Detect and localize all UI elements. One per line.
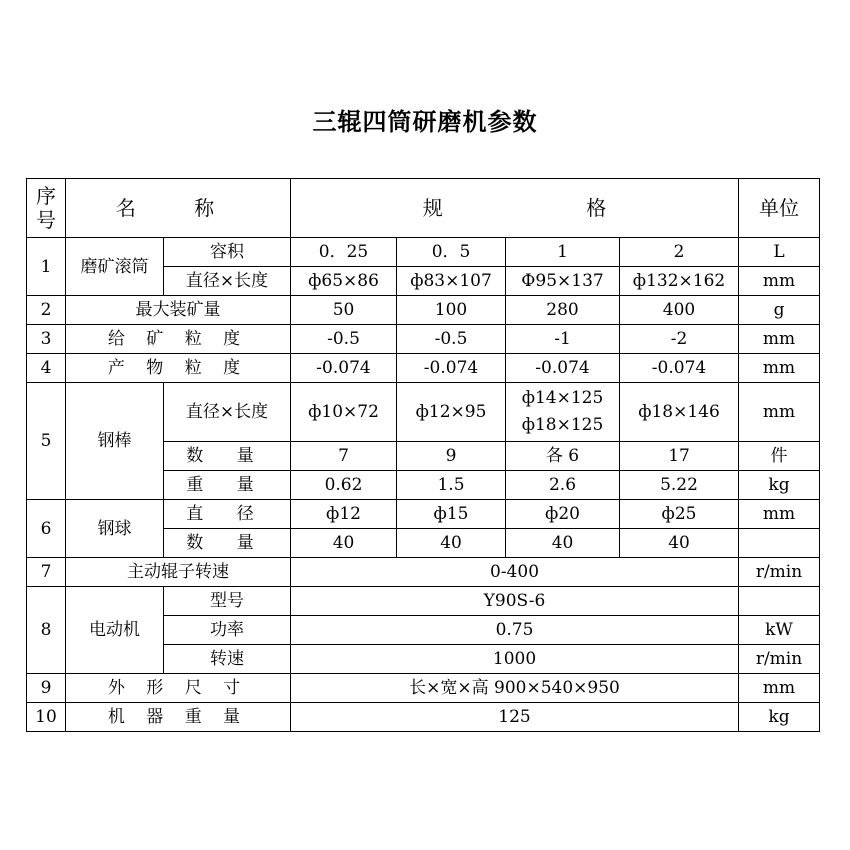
row-label: 主动辊子转速 (66, 558, 291, 587)
cell: 17 (620, 442, 739, 471)
cell: 1.5 (397, 471, 506, 500)
row-label: 转速 (164, 645, 291, 674)
cell: 1000 (291, 645, 739, 674)
unit-cell: g (739, 296, 820, 325)
cell: -2 (620, 325, 739, 354)
row-number: 1 (27, 238, 66, 296)
cell: -0.074 (291, 354, 397, 383)
cell: 0．25 (291, 238, 397, 267)
cell: ф132×162 (620, 267, 739, 296)
table-row (27, 587, 820, 616)
row-number: 10 (27, 703, 66, 732)
table-row (27, 500, 820, 529)
cell: 9 (397, 442, 506, 471)
row-number: 9 (27, 674, 66, 703)
row-label: 最大装矿量 (66, 296, 291, 325)
row-label: 直径×长度 (164, 383, 291, 442)
table-row (27, 383, 820, 442)
cell: ф65×86 (291, 267, 397, 296)
row-group: 电动机 (66, 587, 164, 674)
header-spec: 规 格 (291, 179, 739, 238)
row-label: 数 量 (164, 529, 291, 558)
cell: -1 (506, 325, 620, 354)
cell: ф20 (506, 500, 620, 529)
row-group: 钢球 (66, 500, 164, 558)
cell: ф83×107 (397, 267, 506, 296)
table-row (27, 238, 820, 267)
cell: 40 (397, 529, 506, 558)
cell: -0.074 (397, 354, 506, 383)
row-group: 钢棒 (66, 383, 164, 500)
cell: ф14×125 ф18×125 (506, 383, 620, 442)
row-number: 6 (27, 500, 66, 558)
table-row (27, 674, 820, 703)
table-row (27, 325, 820, 354)
cell: ф12×95 (397, 383, 506, 442)
header-seq: 序 号 (27, 179, 66, 238)
cell: -0.074 (620, 354, 739, 383)
row-number: 4 (27, 354, 66, 383)
cell: 400 (620, 296, 739, 325)
cell: ф12 (291, 500, 397, 529)
table-row (27, 354, 820, 383)
cell: 100 (397, 296, 506, 325)
cell: 40 (291, 529, 397, 558)
row-number: 7 (27, 558, 66, 587)
cell: ф15 (397, 500, 506, 529)
row-number: 8 (27, 587, 66, 674)
header-name: 名 称 (66, 179, 291, 238)
unit-cell (739, 529, 820, 558)
cell: 各 6 (506, 442, 620, 471)
cell: 40 (506, 529, 620, 558)
cell: 1 (506, 238, 620, 267)
row-label: 型号 (164, 587, 291, 616)
row-group: 磨矿滚筒 (66, 238, 164, 296)
row-number: 3 (27, 325, 66, 354)
header-row (27, 179, 820, 238)
parameter-table (26, 178, 820, 732)
cell: 2 (620, 238, 739, 267)
unit-cell: r/min (739, 645, 820, 674)
row-label: 直 径 (164, 500, 291, 529)
cell: 0.75 (291, 616, 739, 645)
table-row (27, 296, 820, 325)
cell: -0.074 (506, 354, 620, 383)
cell: -0.5 (397, 325, 506, 354)
row-label: 功率 (164, 616, 291, 645)
cell: 7 (291, 442, 397, 471)
unit-cell: mm (739, 500, 820, 529)
row-label: 重 量 (164, 471, 291, 500)
unit-cell: kW (739, 616, 820, 645)
row-number: 5 (27, 383, 66, 500)
unit-cell: mm (739, 383, 820, 442)
cell: 0.62 (291, 471, 397, 500)
cell: 5.22 (620, 471, 739, 500)
row-label: 直径×长度 (164, 267, 291, 296)
unit-cell: mm (739, 267, 820, 296)
unit-cell: kg (739, 471, 820, 500)
cell: 长×宽×高 900×540×950 (291, 674, 739, 703)
row-label: 外 形 尺 寸 (66, 674, 291, 703)
cell: -0.5 (291, 325, 397, 354)
row-number: 2 (27, 296, 66, 325)
table-row (27, 558, 820, 587)
row-label: 容积 (164, 238, 291, 267)
row-label: 产 物 粒 度 (66, 354, 291, 383)
unit-cell: 件 (739, 442, 820, 471)
header-unit: 单位 (739, 179, 820, 238)
cell: ф25 (620, 500, 739, 529)
cell: 50 (291, 296, 397, 325)
row-label: 数 量 (164, 442, 291, 471)
cell: 125 (291, 703, 739, 732)
cell: 40 (620, 529, 739, 558)
unit-cell: mm (739, 674, 820, 703)
table-row (27, 703, 820, 732)
cell: 280 (506, 296, 620, 325)
unit-cell: mm (739, 325, 820, 354)
page-title: 三辊四筒研磨机参数 (312, 107, 538, 136)
unit-cell (739, 587, 820, 616)
row-label: 给 矿 粒 度 (66, 325, 291, 354)
cell: ф10×72 (291, 383, 397, 442)
row-label: 机 器 重 量 (66, 703, 291, 732)
cell: 0-400 (291, 558, 739, 587)
unit-cell: r/min (739, 558, 820, 587)
cell: ф18×146 (620, 383, 739, 442)
unit-cell: L (739, 238, 820, 267)
cell: 0．5 (397, 238, 506, 267)
unit-cell: mm (739, 354, 820, 383)
cell: 2.6 (506, 471, 620, 500)
cell: Y90S-6 (291, 587, 739, 616)
unit-cell: kg (739, 703, 820, 732)
cell: Ф95×137 (506, 267, 620, 296)
